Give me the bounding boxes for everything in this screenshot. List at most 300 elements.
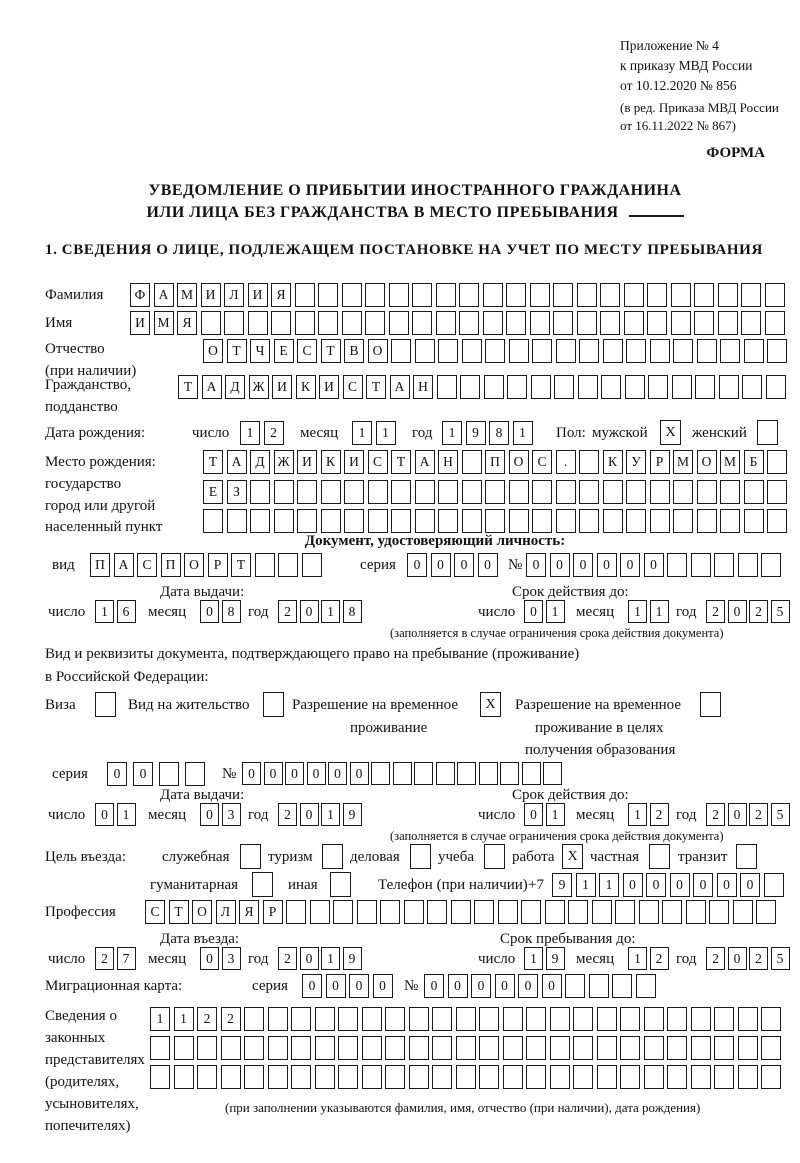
profession-char-box[interactable]: С — [145, 900, 165, 924]
patronymic-char-box[interactable]: В — [344, 339, 364, 363]
citizenship-char-box[interactable] — [437, 375, 457, 399]
phone-digit-box[interactable]: 0 — [740, 873, 760, 897]
citizenship-char-box[interactable]: К — [296, 375, 316, 399]
given-name-char-box[interactable] — [436, 311, 456, 335]
birth-place-char-box[interactable] — [509, 509, 529, 533]
entry-day-box[interactable]: 7 — [117, 947, 136, 970]
representatives-char-box[interactable] — [761, 1065, 781, 1089]
birth-place-char-box[interactable] — [556, 509, 576, 533]
stay-number-box[interactable] — [543, 762, 562, 785]
patronymic-char-box[interactable] — [485, 339, 505, 363]
representatives-char-box[interactable] — [761, 1007, 781, 1031]
doc-series-box[interactable]: 0 — [478, 553, 498, 577]
patronymic-char-box[interactable] — [744, 339, 764, 363]
surname-char-box[interactable] — [647, 283, 667, 307]
citizenship-char-box[interactable] — [766, 375, 786, 399]
stay-valid-month-box[interactable]: 2 — [650, 803, 669, 826]
representatives-char-box[interactable] — [291, 1036, 311, 1060]
representatives-char-box[interactable] — [667, 1065, 687, 1089]
doc-number-box[interactable] — [761, 553, 781, 577]
phone-digit-box[interactable]: 0 — [646, 873, 666, 897]
surname-char-box[interactable] — [530, 283, 550, 307]
doc-valid-day-box[interactable]: 1 — [546, 600, 565, 623]
stay-number-box[interactable] — [393, 762, 412, 785]
birth-place-char-box[interactable] — [720, 480, 740, 504]
citizenship-char-box[interactable]: А — [202, 375, 222, 399]
representatives-char-box[interactable] — [409, 1036, 429, 1060]
citizenship-char-box[interactable] — [719, 375, 739, 399]
birth-place-char-box[interactable]: И — [344, 450, 364, 474]
citizenship-char-box[interactable] — [695, 375, 715, 399]
stay-number-box[interactable]: 0 — [264, 762, 283, 785]
patronymic-char-box[interactable] — [720, 339, 740, 363]
doc-kind-char-box[interactable] — [255, 553, 275, 577]
doc-valid-day-box[interactable]: 0 — [524, 600, 543, 623]
stay-issue-year-box[interactable]: 9 — [343, 803, 362, 826]
representatives-char-box[interactable] — [620, 1036, 640, 1060]
stay-issue-day-box[interactable]: 1 — [117, 803, 136, 826]
stay-until-year-box[interactable]: 5 — [771, 947, 790, 970]
given-name-char-box[interactable] — [765, 311, 785, 335]
surname-char-box[interactable] — [436, 283, 456, 307]
given-name-char-box[interactable] — [224, 311, 244, 335]
birth-place-char-box[interactable] — [274, 480, 294, 504]
surname-char-box[interactable] — [741, 283, 761, 307]
birth-place-char-box[interactable] — [250, 480, 270, 504]
representatives-char-box[interactable] — [550, 1007, 570, 1031]
doc-number-box[interactable] — [738, 553, 758, 577]
birth-place-char-box[interactable] — [368, 480, 388, 504]
representatives-char-box[interactable] — [691, 1065, 711, 1089]
given-name-char-box[interactable] — [741, 311, 761, 335]
representatives-char-box[interactable] — [503, 1065, 523, 1089]
representatives-char-box[interactable] — [197, 1036, 217, 1060]
stay-valid-year-box[interactable]: 2 — [706, 803, 725, 826]
representatives-char-box[interactable] — [432, 1007, 452, 1031]
birth-place-char-box[interactable] — [391, 480, 411, 504]
stay-number-box[interactable] — [500, 762, 519, 785]
representatives-char-box[interactable] — [479, 1065, 499, 1089]
given-name-char-box[interactable] — [271, 311, 291, 335]
given-name-char-box[interactable] — [389, 311, 409, 335]
doc-number-box[interactable]: 0 — [573, 553, 593, 577]
profession-char-box[interactable]: Т — [169, 900, 189, 924]
purpose-business-checkbox-cell[interactable] — [410, 844, 431, 869]
representatives-char-box[interactable] — [244, 1065, 264, 1089]
given-name-char-box[interactable] — [365, 311, 385, 335]
stay-issue-year-box[interactable]: 2 — [278, 803, 297, 826]
representatives-char-box[interactable] — [268, 1065, 288, 1089]
representatives-char-box[interactable] — [315, 1065, 335, 1089]
representatives-char-box[interactable] — [150, 1065, 170, 1089]
surname-char-box[interactable] — [412, 283, 432, 307]
representatives-char-box[interactable] — [362, 1007, 382, 1031]
given-name-char-box[interactable] — [600, 311, 620, 335]
temp-residence-edu-checkbox-cell[interactable] — [700, 692, 721, 717]
representatives-char-box[interactable] — [362, 1065, 382, 1089]
birth-place-char-box[interactable]: М — [673, 450, 693, 474]
stay-valid-year-box[interactable]: 0 — [728, 803, 747, 826]
citizenship-char-box[interactable]: А — [390, 375, 410, 399]
doc-series-box[interactable]: 0 — [454, 553, 474, 577]
patronymic-char-box[interactable] — [509, 339, 529, 363]
representatives-char-box[interactable] — [550, 1065, 570, 1089]
birth-place-char-box[interactable] — [415, 480, 435, 504]
representatives-char-box[interactable] — [691, 1007, 711, 1031]
representatives-char-box[interactable] — [221, 1065, 241, 1089]
doc-valid-year-box[interactable]: 5 — [771, 600, 790, 623]
patronymic-char-box[interactable]: О — [368, 339, 388, 363]
representatives-char-box[interactable] — [573, 1065, 593, 1089]
stay-issue-month-box[interactable]: 3 — [222, 803, 241, 826]
profession-char-box[interactable] — [357, 900, 377, 924]
given-name-char-box[interactable] — [318, 311, 338, 335]
representatives-char-box[interactable] — [761, 1036, 781, 1060]
doc-issue-year-box[interactable]: 0 — [300, 600, 319, 623]
stay-number-box[interactable] — [414, 762, 433, 785]
surname-char-box[interactable] — [295, 283, 315, 307]
patronymic-char-box[interactable] — [462, 339, 482, 363]
birth-place-char-box[interactable] — [344, 480, 364, 504]
surname-char-box[interactable] — [506, 283, 526, 307]
surname-char-box[interactable] — [365, 283, 385, 307]
doc-number-box[interactable]: 0 — [620, 553, 640, 577]
given-name-char-box[interactable] — [506, 311, 526, 335]
patronymic-char-box[interactable] — [626, 339, 646, 363]
birth-place-char-box[interactable] — [579, 480, 599, 504]
surname-char-box[interactable]: М — [177, 283, 197, 307]
patronymic-char-box[interactable] — [579, 339, 599, 363]
representatives-char-box[interactable] — [667, 1036, 687, 1060]
surname-char-box[interactable]: И — [201, 283, 221, 307]
representatives-char-box[interactable] — [362, 1036, 382, 1060]
representatives-char-box[interactable] — [385, 1065, 405, 1089]
purpose-transit-checkbox-cell[interactable] — [736, 844, 757, 869]
stay-number-box[interactable] — [457, 762, 476, 785]
doc-issue-day-box[interactable]: 1 — [95, 600, 114, 623]
birth-place-char-box[interactable]: С — [368, 450, 388, 474]
entry-day-box[interactable]: 2 — [95, 947, 114, 970]
birth-place-char-box[interactable]: . — [556, 450, 576, 474]
representatives-char-box[interactable] — [338, 1007, 358, 1031]
citizenship-char-box[interactable]: Ж — [249, 375, 269, 399]
profession-char-box[interactable]: Я — [239, 900, 259, 924]
patronymic-char-box[interactable]: Ч — [250, 339, 270, 363]
birth-place-char-box[interactable]: Н — [438, 450, 458, 474]
entry-year-box[interactable]: 1 — [321, 947, 340, 970]
representatives-char-box[interactable] — [244, 1036, 264, 1060]
surname-char-box[interactable] — [459, 283, 479, 307]
birth-place-char-box[interactable]: О — [697, 450, 717, 474]
stay-number-box[interactable] — [371, 762, 390, 785]
patronymic-char-box[interactable]: О — [203, 339, 223, 363]
given-name-char-box[interactable] — [412, 311, 432, 335]
doc-valid-month-box[interactable]: 1 — [628, 600, 647, 623]
representatives-char-box[interactable] — [338, 1036, 358, 1060]
birth-month-box[interactable]: 1 — [352, 421, 372, 445]
profession-char-box[interactable] — [615, 900, 635, 924]
doc-kind-char-box[interactable]: П — [90, 553, 110, 577]
residence-permit-checkbox-cell[interactable] — [263, 692, 284, 717]
given-name-char-box[interactable] — [248, 311, 268, 335]
representatives-char-box[interactable] — [526, 1065, 546, 1089]
representatives-char-box[interactable] — [738, 1007, 758, 1031]
patronymic-char-box[interactable]: С — [297, 339, 317, 363]
profession-char-box[interactable]: Л — [216, 900, 236, 924]
surname-char-box[interactable] — [694, 283, 714, 307]
birth-year-box[interactable]: 1 — [513, 421, 533, 445]
surname-char-box[interactable] — [553, 283, 573, 307]
birth-place-char-box[interactable]: П — [485, 450, 505, 474]
doc-number-box[interactable]: 0 — [644, 553, 664, 577]
patronymic-char-box[interactable] — [673, 339, 693, 363]
citizenship-char-box[interactable]: Т — [178, 375, 198, 399]
stay-number-box[interactable]: 0 — [328, 762, 347, 785]
surname-char-box[interactable] — [483, 283, 503, 307]
patronymic-char-box[interactable] — [650, 339, 670, 363]
birth-place-char-box[interactable] — [321, 480, 341, 504]
given-name-char-box[interactable]: И — [130, 311, 150, 335]
citizenship-char-box[interactable]: Т — [366, 375, 386, 399]
given-name-char-box[interactable] — [530, 311, 550, 335]
given-name-char-box[interactable] — [718, 311, 738, 335]
birth-place-char-box[interactable] — [227, 509, 247, 533]
stay-issue-year-box[interactable]: 0 — [300, 803, 319, 826]
sex-female-checkbox-cell[interactable] — [757, 420, 778, 445]
citizenship-char-box[interactable] — [601, 375, 621, 399]
patronymic-char-box[interactable] — [415, 339, 435, 363]
stay-until-day-box[interactable]: 9 — [546, 947, 565, 970]
representatives-char-box[interactable] — [432, 1065, 452, 1089]
birth-place-char-box[interactable]: Т — [203, 450, 223, 474]
purpose-other-checkbox-cell[interactable] — [330, 872, 351, 897]
doc-valid-month-box[interactable]: 1 — [650, 600, 669, 623]
birth-place-char-box[interactable]: А — [415, 450, 435, 474]
citizenship-char-box[interactable] — [625, 375, 645, 399]
stay-until-year-box[interactable]: 2 — [706, 947, 725, 970]
representatives-char-box[interactable] — [315, 1007, 335, 1031]
profession-char-box[interactable]: О — [192, 900, 212, 924]
doc-valid-year-box[interactable]: 0 — [728, 600, 747, 623]
birth-place-char-box[interactable]: З — [227, 480, 247, 504]
phone-digit-box[interactable]: 9 — [552, 873, 572, 897]
surname-char-box[interactable] — [624, 283, 644, 307]
surname-char-box[interactable] — [765, 283, 785, 307]
profession-char-box[interactable] — [310, 900, 330, 924]
stay-valid-month-box[interactable]: 1 — [628, 803, 647, 826]
doc-kind-char-box[interactable]: С — [137, 553, 157, 577]
birth-place-char-box[interactable] — [673, 480, 693, 504]
migration-number-box[interactable] — [636, 974, 656, 998]
birth-place-char-box[interactable] — [344, 509, 364, 533]
representatives-char-box[interactable] — [714, 1036, 734, 1060]
citizenship-char-box[interactable]: Н — [413, 375, 433, 399]
purpose-official-checkbox-cell[interactable] — [240, 844, 261, 869]
birth-year-box[interactable]: 1 — [442, 421, 462, 445]
citizenship-char-box[interactable] — [742, 375, 762, 399]
representatives-char-box[interactable] — [526, 1036, 546, 1060]
citizenship-char-box[interactable] — [648, 375, 668, 399]
patronymic-char-box[interactable] — [603, 339, 623, 363]
birth-day-box[interactable]: 1 — [240, 421, 260, 445]
profession-char-box[interactable] — [474, 900, 494, 924]
migration-series-box[interactable]: 0 — [326, 974, 346, 998]
representatives-char-box[interactable] — [479, 1036, 499, 1060]
birth-place-char-box[interactable] — [603, 480, 623, 504]
birth-place-char-box[interactable]: Ж — [274, 450, 294, 474]
stay-issue-year-box[interactable]: 1 — [321, 803, 340, 826]
profession-char-box[interactable] — [709, 900, 729, 924]
profession-char-box[interactable] — [380, 900, 400, 924]
representatives-char-box[interactable] — [315, 1036, 335, 1060]
birth-place-char-box[interactable] — [509, 480, 529, 504]
birth-place-char-box[interactable]: Т — [391, 450, 411, 474]
birth-year-box[interactable]: 9 — [466, 421, 486, 445]
given-name-char-box[interactable] — [342, 311, 362, 335]
birth-place-char-box[interactable] — [438, 509, 458, 533]
doc-kind-char-box[interactable]: А — [114, 553, 134, 577]
profession-char-box[interactable] — [427, 900, 447, 924]
representatives-char-box[interactable] — [620, 1065, 640, 1089]
representatives-char-box[interactable] — [573, 1007, 593, 1031]
given-name-char-box[interactable] — [624, 311, 644, 335]
patronymic-char-box[interactable]: Т — [227, 339, 247, 363]
patronymic-char-box[interactable]: Т — [321, 339, 341, 363]
birth-place-char-box[interactable]: К — [603, 450, 623, 474]
phone-digit-box[interactable]: 1 — [576, 873, 596, 897]
given-name-char-box[interactable]: М — [154, 311, 174, 335]
birth-place-char-box[interactable] — [626, 509, 646, 533]
doc-number-box[interactable] — [667, 553, 687, 577]
stay-until-year-box[interactable]: 2 — [749, 947, 768, 970]
doc-number-box[interactable]: 0 — [597, 553, 617, 577]
stay-issue-day-box[interactable]: 0 — [95, 803, 114, 826]
representatives-char-box[interactable] — [221, 1036, 241, 1060]
citizenship-char-box[interactable] — [672, 375, 692, 399]
birth-place-char-box[interactable] — [297, 480, 317, 504]
phone-digit-box[interactable]: 0 — [717, 873, 737, 897]
birth-place-char-box[interactable] — [321, 509, 341, 533]
birth-place-char-box[interactable] — [203, 509, 223, 533]
given-name-char-box[interactable] — [201, 311, 221, 335]
representatives-char-box[interactable] — [150, 1036, 170, 1060]
profession-char-box[interactable] — [498, 900, 518, 924]
citizenship-char-box[interactable] — [484, 375, 504, 399]
birth-place-char-box[interactable] — [767, 450, 787, 474]
surname-char-box[interactable]: И — [248, 283, 268, 307]
visa-checkbox-cell[interactable] — [95, 692, 116, 717]
migration-number-box[interactable]: 0 — [518, 974, 538, 998]
citizenship-char-box[interactable]: Д — [225, 375, 245, 399]
surname-char-box[interactable] — [600, 283, 620, 307]
given-name-char-box[interactable] — [295, 311, 315, 335]
citizenship-char-box[interactable] — [460, 375, 480, 399]
representatives-char-box[interactable] — [644, 1065, 664, 1089]
given-name-char-box[interactable] — [671, 311, 691, 335]
patronymic-char-box[interactable] — [438, 339, 458, 363]
representatives-char-box[interactable] — [409, 1065, 429, 1089]
representatives-char-box[interactable] — [503, 1007, 523, 1031]
birth-place-char-box[interactable] — [579, 450, 599, 474]
profession-char-box[interactable] — [662, 900, 682, 924]
doc-number-box[interactable]: 0 — [526, 553, 546, 577]
birth-place-char-box[interactable] — [485, 480, 505, 504]
stay-number-box[interactable]: 0 — [307, 762, 326, 785]
representatives-char-box[interactable] — [597, 1007, 617, 1031]
birth-place-char-box[interactable]: У — [626, 450, 646, 474]
migration-number-box[interactable]: 0 — [542, 974, 562, 998]
given-name-char-box[interactable] — [459, 311, 479, 335]
birth-place-char-box[interactable]: Б — [744, 450, 764, 474]
stay-number-box[interactable]: 0 — [350, 762, 369, 785]
doc-kind-char-box[interactable]: О — [184, 553, 204, 577]
representatives-char-box[interactable]: 1 — [150, 1007, 170, 1031]
entry-month-box[interactable]: 0 — [200, 947, 219, 970]
stay-number-box[interactable] — [436, 762, 455, 785]
profession-char-box[interactable] — [733, 900, 753, 924]
surname-char-box[interactable]: Ф — [130, 283, 150, 307]
phone-digit-box[interactable]: 0 — [693, 873, 713, 897]
birth-place-char-box[interactable] — [250, 509, 270, 533]
citizenship-char-box[interactable]: И — [272, 375, 292, 399]
profession-char-box[interactable] — [592, 900, 612, 924]
purpose-work-checkbox-cell[interactable]: X — [562, 844, 583, 869]
entry-month-box[interactable]: 3 — [222, 947, 241, 970]
doc-kind-char-box[interactable] — [278, 553, 298, 577]
phone-digit-box[interactable]: 0 — [670, 873, 690, 897]
stay-number-box[interactable] — [479, 762, 498, 785]
doc-issue-day-box[interactable]: 6 — [117, 600, 136, 623]
birth-place-char-box[interactable] — [767, 509, 787, 533]
representatives-char-box[interactable]: 2 — [221, 1007, 241, 1031]
birth-place-char-box[interactable] — [462, 480, 482, 504]
stay-valid-day-box[interactable]: 0 — [524, 803, 543, 826]
purpose-private-checkbox-cell[interactable] — [649, 844, 670, 869]
surname-char-box[interactable]: А — [154, 283, 174, 307]
given-name-char-box[interactable] — [647, 311, 667, 335]
birth-place-char-box[interactable]: А — [227, 450, 247, 474]
phone-digit-box[interactable] — [764, 873, 784, 897]
patronymic-char-box[interactable] — [391, 339, 411, 363]
stay-valid-year-box[interactable]: 2 — [749, 803, 768, 826]
stay-number-box[interactable]: 0 — [242, 762, 261, 785]
birth-place-char-box[interactable] — [626, 480, 646, 504]
representatives-char-box[interactable] — [244, 1007, 264, 1031]
representatives-char-box[interactable] — [456, 1065, 476, 1089]
citizenship-char-box[interactable] — [578, 375, 598, 399]
stay-issue-month-box[interactable]: 0 — [200, 803, 219, 826]
stay-until-year-box[interactable]: 0 — [728, 947, 747, 970]
representatives-char-box[interactable] — [268, 1036, 288, 1060]
given-name-char-box[interactable] — [694, 311, 714, 335]
surname-char-box[interactable] — [342, 283, 362, 307]
doc-series-box[interactable]: 0 — [431, 553, 451, 577]
profession-char-box[interactable] — [568, 900, 588, 924]
profession-char-box[interactable]: Р — [263, 900, 283, 924]
birth-place-char-box[interactable]: О — [509, 450, 529, 474]
representatives-char-box[interactable] — [479, 1007, 499, 1031]
birth-place-char-box[interactable]: И — [297, 450, 317, 474]
phone-digit-box[interactable]: 1 — [599, 873, 619, 897]
stay-number-box[interactable]: 0 — [285, 762, 304, 785]
representatives-char-box[interactable] — [526, 1007, 546, 1031]
doc-issue-year-box[interactable]: 1 — [321, 600, 340, 623]
birth-place-char-box[interactable]: Е — [203, 480, 223, 504]
given-name-char-box[interactable] — [553, 311, 573, 335]
birth-place-char-box[interactable] — [462, 450, 482, 474]
birth-place-char-box[interactable]: Д — [250, 450, 270, 474]
patronymic-char-box[interactable]: Е — [274, 339, 294, 363]
